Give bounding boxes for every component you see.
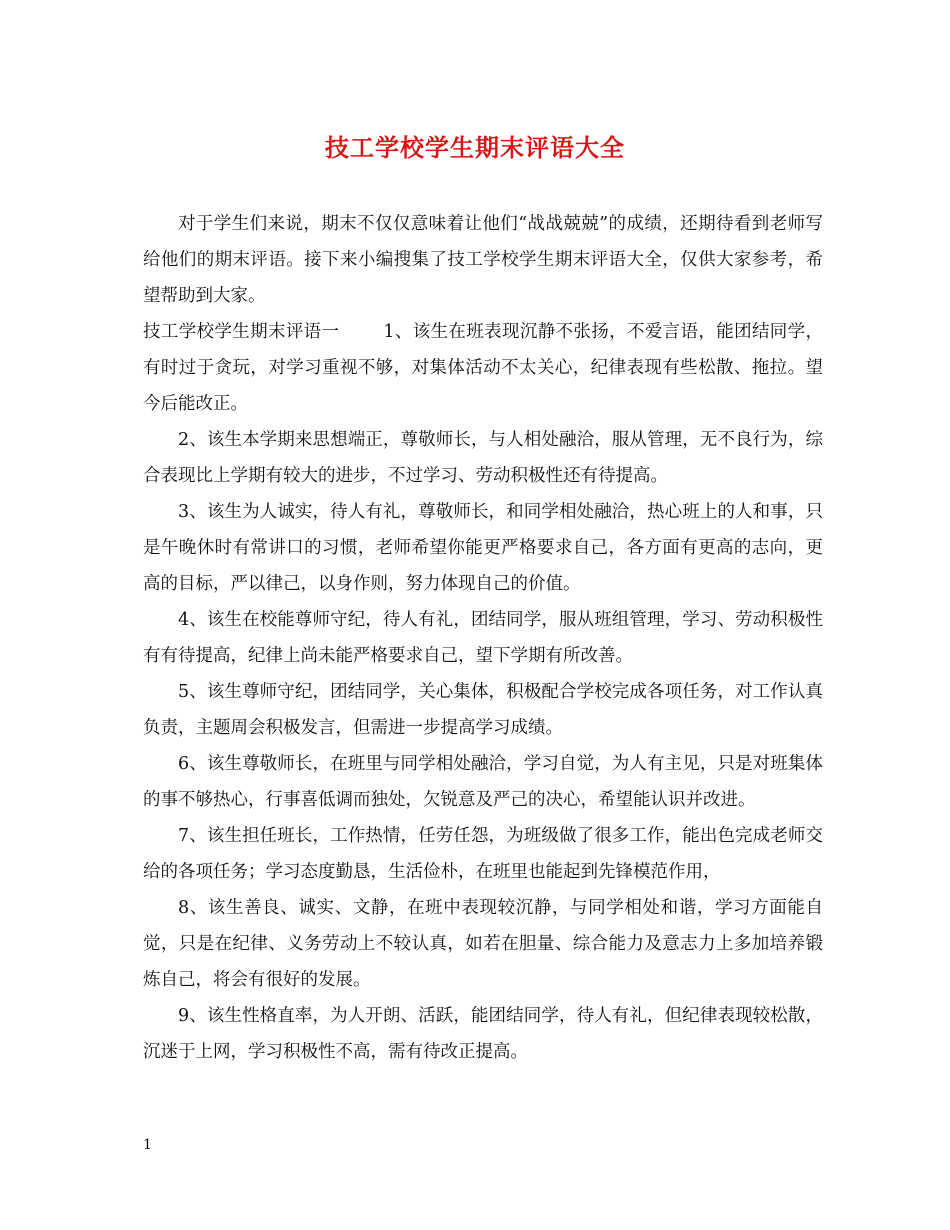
comment-item-9: 9、该生性格直率，为人开朗、活跃，能团结同学，待人有礼，但纪律表现较松散，沉迷于上网，学习积极性不高，需有待改正提高。: [143, 1006, 823, 1062]
comment-item-6: 6、该生尊敬师长，在班里与同学相处融洽，学习自觉，为人有主见，只是对班集体的事不够热心，行事喜低调而独处，欠锐意及严己的决心，希望能认识并改进。: [143, 754, 823, 810]
document-body: [143, 206, 823, 1070]
document-title: 技工学校学生期末评语大全: [325, 133, 625, 162]
comment-item-4: 4、该生在校能尊师守纪，待人有礼，团结同学，服从班组管理，学习、劳动积极性有有待提高，纪律上尚未能严格要求自己，望下学期有所改善。: [143, 610, 823, 666]
comment-item-3: 3、该生为人诚实，待人有礼，尊敬师长，和同学相处融洽，热心班上的人和事，只是午晚休时有常讲口的习惯，老师希望你能更严格要求自己，各方面有更高的志向，更高的目标，严以律己，以身作则，努力体现自己的价值。: [143, 502, 823, 594]
comment-item-2: 2、该生本学期来思想端正，尊敬师长，与人相处融洽，服从管理，无不良行为，综合表现比上学期有较大的进步，不过学习、劳动积极性还有待提高。: [143, 430, 823, 486]
page-number: 1: [143, 1137, 152, 1153]
intro-paragraph: 对于学生们来说，期末不仅仅意味着让他们“战战兢兢”的成绩，还期待看到老师写给他们的期末评语。接下来小编搜集了技工学校学生期末评语大全，仅供大家参考，希望帮助到大家。: [143, 214, 823, 306]
comment-item-7: 7、该生担任班长，工作热情，任劳任怨，为班级做了很多工作，能出色完成老师交给的各项任务；学习态度勤恳，生活俭朴，在班里也能起到先锋模范作用，: [143, 826, 823, 882]
comment-item-5: 5、该生尊师守纪，团结同学，关心集体，积极配合学校完成各项任务，对工作认真负责，主题周会积极发言，但需进一步提高学习成绩。: [143, 682, 823, 738]
section-paragraph: [143, 314, 823, 422]
comment-item-8: 8、该生善良、诚实、文静，在班中表现较沉静，与同学相处和谐，学习方面能自觉，只是在纪律、义务劳动上不较认真，如若在胆量、综合能力及意志力上多加培养锻炼自己，将会有很好的发展。: [143, 898, 823, 990]
section-heading: 技工学校学生期末评语一: [143, 322, 340, 342]
comment-item-1: 1、该生在班表现沉静不张扬，不爱言语，能团结同学，有时过于贪玩，对学习重视不够，对集体活动不太关心，纪律表现有些松散、拖拉。望今后能改正。: [143, 322, 823, 414]
